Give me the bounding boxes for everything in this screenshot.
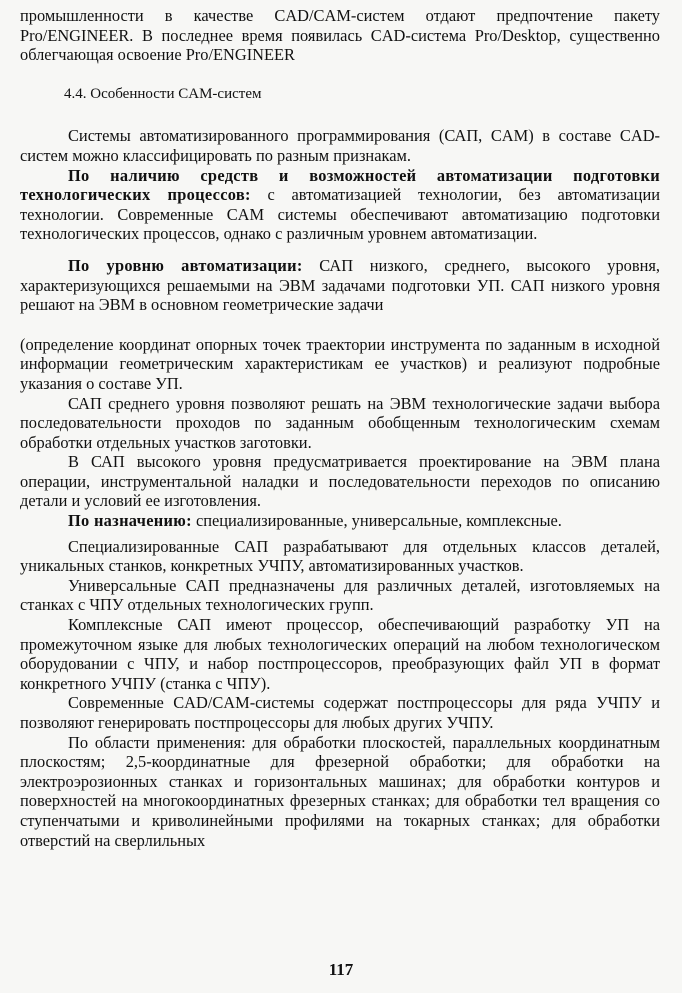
section-heading: 4.4. Особенности CAM-систем	[64, 85, 262, 102]
paragraph-classification: Системы автоматизированного программирования (САП, CAM) в составе CAD-систем можно классифицировать по разным признакам.	[20, 126, 660, 165]
criterion-label: По назначению:	[68, 511, 192, 531]
paragraph-automation-means	[20, 166, 660, 244]
paragraph-application-area: По области применения: для обработки плоскостей, параллельных координатным плоскостям; 2,5-координатные для фрезерной обработки; для обработки на электроэрозионных станках и горизонтальных машинах; для обработки контуров и поверхностей на многокоординатных фрезерных станках; для обработки тел вращения со ступенчатыми и криволинейными профилями на токарных станках; для обработки отверстий на сверлильных	[20, 732, 660, 850]
paragraph-purpose	[20, 511, 660, 531]
paragraph-automation-level	[20, 256, 660, 315]
paragraph-specialized: Специализированные САП разрабатывают для отдельных классов деталей, уникальных станков, конкретных УЧПУ, автоматизированных участков.	[20, 536, 660, 576]
criterion-text: с автоматизацией технологии, без автоматизации технологии. Современные CAM системы обеспечивают автоматизацию подготовки технологических процессов, однако с различным уровнем автоматизации.	[20, 185, 660, 244]
paragraph-complex: Комплексные САП имеют процессор, обеспечивающий разработку УП на промежуточном языке для любых технологических операций на любом технологическом оборудовании с ЧПУ, и набор постпроцессоров, преобразующих файл УП в формат конкретного УЧПУ (станка с ЧПУ).	[20, 615, 660, 693]
criterion-label: По наличию средств и возможностей автоматизации подготовки технологических процессов:	[20, 165, 660, 205]
criterion-text: специализированные, универсальные, комплексные.	[191, 511, 562, 531]
paragraph-universal: Универсальные САП предназначены для различных деталей, изготовляемых на станках с ЧПУ отдельных технологических групп.	[20, 575, 660, 615]
paragraph-low-level: (определение координат опорных точек траектории инструмента по заданным в исходной информации геометрическим характеристикам ее участков) и реализуют подробные указания о составе УП.	[20, 334, 660, 393]
paragraph-intro: промышленности в качестве CAD/CAM-систем отдают предпочтение пакету Pro/ENGINEER. В последнее время появилась CAD-система Pro/Desktop, существенно облегчающая освоение Pro/ENGINEER	[20, 6, 660, 65]
page-number: 117	[328, 960, 354, 979]
paragraph-high-level: В САП высокого уровня предусматривается проектирование на ЭВМ плана операции, инструментальной наладки и последовательности переходов по описанию детали и условий ее изготовления.	[20, 452, 660, 511]
paragraph-postprocessors: Современные CAD/CAM-системы содержат постпроцессоры для ряда УЧПУ и позволяют генерировать постпроцессоры для любых других УЧПУ.	[20, 693, 660, 732]
criterion-label: По уровню автоматизации:	[68, 255, 303, 275]
paragraph-mid-level: САП среднего уровня позволяют решать на ЭВМ технологические задачи выбора последовательности проходов по заданным обобщенным технологическим схемам обработки отдельных участков заготовки.	[20, 393, 660, 452]
criterion-text: САП низкого, среднего, высокого уровня, характеризующихся решаемыми на ЭВМ задачами подготовки УП. САП низкого уровня решают на ЭВМ в основном геометрические задачи	[20, 255, 660, 315]
